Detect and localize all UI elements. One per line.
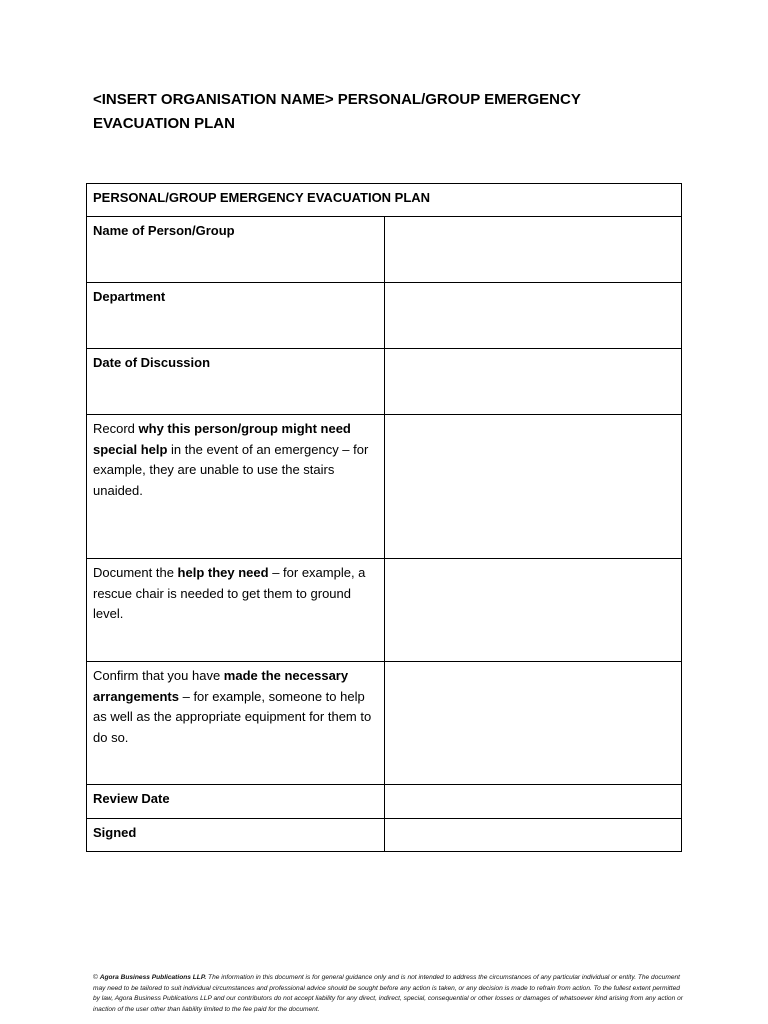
arrangements-text-bold: made the necessary arrangements — [93, 668, 349, 704]
arrangements-field[interactable] — [384, 662, 682, 785]
help-needed-field[interactable] — [384, 559, 682, 662]
arrangements-text-post: – for example, someone to help as well as the appropriate equipment for them to do so. — [93, 688, 372, 745]
table-row — [87, 283, 682, 349]
department-field[interactable] — [384, 283, 682, 349]
department-label: Department — [87, 283, 385, 349]
table-row — [87, 559, 682, 662]
footer-text: The information in this document is for general guidance only and is not intended to address the circumstances of any particular individual or entity. The document may need to be tailored to suit individual circumstances and professional advice should be sought before any action is taken, or any decision is made to refrain from action. To the fullest extent permitted by law, Agora Business Publications LLP and our contributors do not accept liability for any direct, indirect, special, consequential or other losses or damages of whatsoever kind arising from any action or inaction of the user other than liability limited to the fee paid for the document. — [93, 974, 683, 1013]
review-date-label: Review Date — [87, 785, 385, 819]
signed-label: Signed — [87, 819, 385, 852]
special-help-reason-text-bold: why this person/group might need special help — [93, 421, 351, 457]
special-help-reason-label — [87, 415, 385, 559]
arrangements-text-pre: Confirm that you have — [93, 668, 224, 683]
table-row — [87, 217, 682, 283]
footer-disclaimer — [93, 973, 683, 1015]
help-needed-label — [87, 559, 385, 662]
arrangements-label — [87, 662, 385, 785]
date-of-discussion-label: Date of Discussion — [87, 349, 385, 415]
table-row — [87, 785, 682, 819]
signed-field[interactable] — [384, 819, 682, 852]
help-needed-text-bold: help they need — [177, 565, 269, 580]
special-help-reason-text-pre: Record — [93, 421, 139, 436]
table-row — [87, 662, 682, 785]
table-header: PERSONAL/GROUP EMERGENCY EVACUATION PLAN — [87, 184, 682, 217]
special-help-reason-field[interactable] — [384, 415, 682, 559]
review-date-field[interactable] — [384, 785, 682, 819]
table-row — [87, 819, 682, 852]
help-needed-text-post: – for example, a rescue chair is needed to get them to ground level. — [93, 565, 366, 621]
table-header-row — [87, 184, 682, 217]
special-help-reason-text-post: in the event of an emergency – for example, they are unable to use the stairs unaided. — [93, 441, 369, 498]
name-field[interactable] — [384, 217, 682, 283]
copyright-icon: © — [93, 974, 98, 981]
table-row — [87, 349, 682, 415]
name-label: Name of Person/Group — [87, 217, 385, 283]
table-row — [87, 415, 682, 559]
page-title: <INSERT ORGANISATION NAME> PERSONAL/GROUP EMERGENCY EVACUATION PLAN — [93, 91, 581, 132]
date-of-discussion-field[interactable] — [384, 349, 682, 415]
help-needed-text-pre: Document the — [93, 565, 178, 580]
footer-company: Agora Business Publications LLP. — [99, 974, 207, 981]
evacuation-plan-table — [86, 183, 682, 852]
